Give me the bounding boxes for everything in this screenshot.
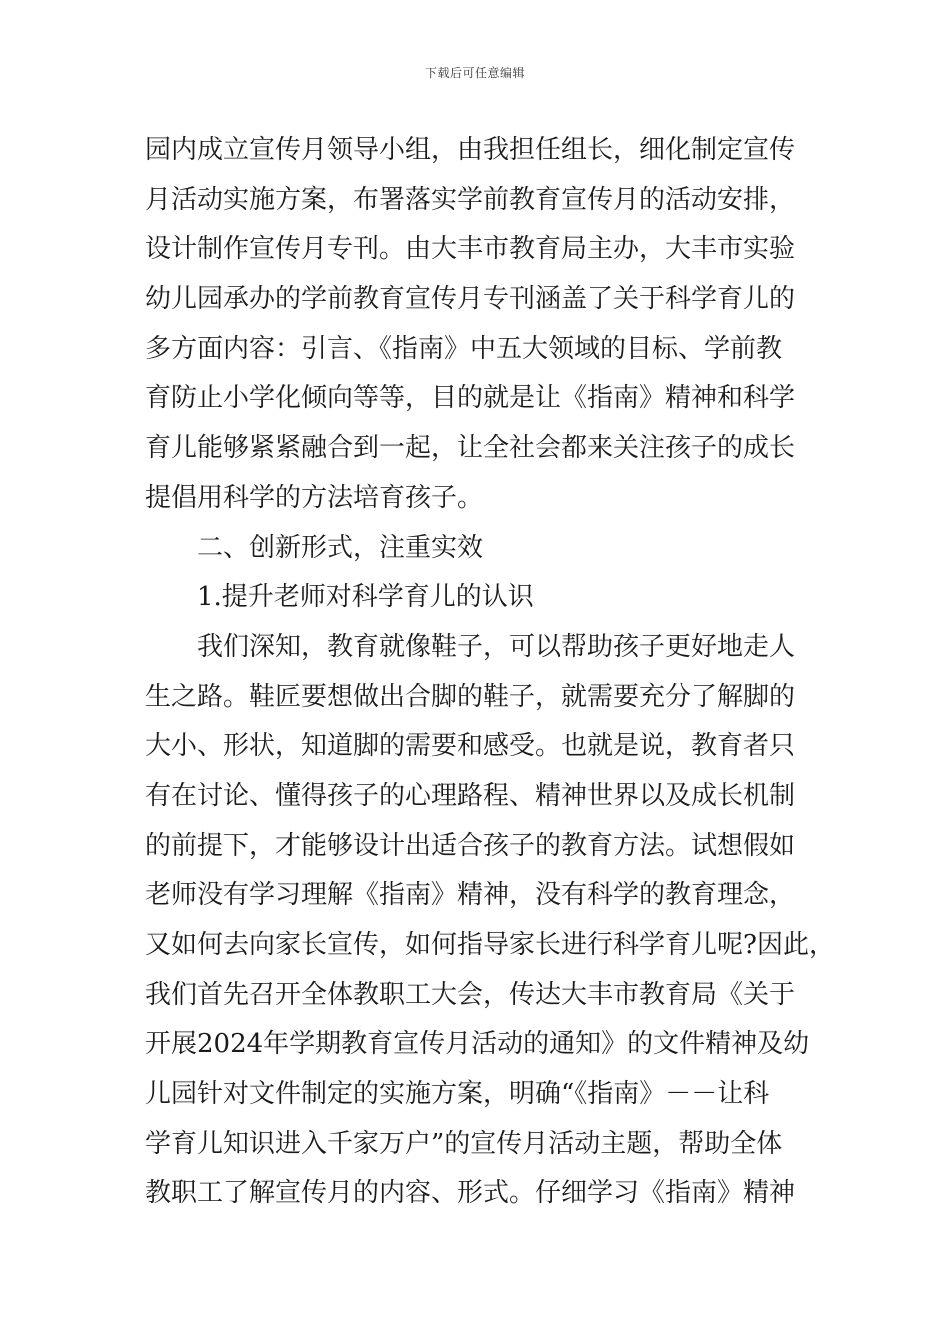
text-line: 有在讨论、懂得孩子的心理路程、精神世界以及成长机制: [145, 780, 796, 811]
text-line: 育儿能够紧紧融合到一起，让全社会都来关注孩子的成长: [145, 433, 796, 464]
text-line: 我们首先召开全体教职工大会，传达大丰市教育局《关于: [145, 979, 796, 1010]
page-header: 下载后可任意编辑: [424, 66, 525, 80]
text-line: 生之路。鞋匠要想做出合脚的鞋子，就需要充分了解脚的: [145, 681, 796, 712]
subsection-heading: 1.提升老师对科学育儿的认识: [197, 582, 534, 613]
text-line: 的前提下，才能够设计出适合孩子的教育方法。试想假如: [145, 830, 796, 861]
text-line: 学育儿知识进入千家万户”的宣传月活动主题，帮助全体: [145, 1128, 783, 1159]
text-line: 老师没有学习理解《指南》精神，没有科学的教育理念，: [145, 880, 796, 911]
text-line: 教职工了解宣传月的内容、形式。仔细学习《指南》精神: [145, 1178, 796, 1209]
text-line: 多方面内容：引言、《指南》中五大领域的目标、学前教: [145, 333, 783, 364]
section-heading: 二、创新形式，注重实效: [197, 532, 484, 563]
text-line: 儿园针对文件制定的实施方案，明确“《指南》－－让科: [145, 1079, 770, 1110]
text-line: 大小、形状，知道脚的需要和感受。也就是说，教育者只: [145, 731, 796, 762]
text-line: 又如何去向家长宣传，如何指导家长进行科学育儿呢?因此，: [145, 930, 835, 960]
text-line: 设计制作宣传月专刊。由大丰市教育局主办，大丰市实验: [145, 234, 796, 265]
text-line: 提倡用科学的方法培育孩子。: [145, 482, 484, 513]
text-line: 月活动实施方案，布署落实学前教育宣传月的活动安排，: [145, 184, 796, 215]
text-line: 开展2024年学期教育宣传月活动的通知》的文件精神及幼: [145, 1029, 810, 1060]
body-text: [145, 126, 835, 1219]
text-line: 幼儿园承办的学前教育宣传月专刊涵盖了关于科学育儿的: [145, 284, 796, 315]
text-line: 我们深知，教育就像鞋子，可以帮助孩子更好地走人: [197, 631, 796, 662]
text-line: 园内成立宣传月领导小组，由我担任组长，细化制定宣传: [145, 135, 796, 165]
text-line: 育防止小学化倾向等等，目的就是让《指南》精神和科学: [145, 383, 796, 414]
